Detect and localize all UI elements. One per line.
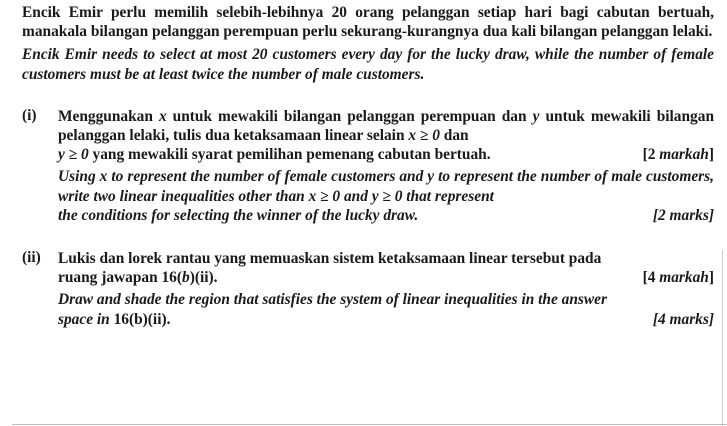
part-i-malay-l2-a: mewakili bilangan pelanggan lelaki, tulis dua ketaksamaan linear selain (58, 107, 715, 145)
part-i-malay-l1-b: untuk mewakili bilangan pelanggan perempuan dan (172, 107, 527, 125)
part-i-malay-text (58, 107, 714, 145)
intro-malay: Encik Emir perlu memilih selebih-lebihnya 20 orang pelanggan setiap hari bagi cabutan bertuah, manakala bilangan pelanggan perempuan perlu sekurang-kurangnya dua kali bilangan pelanggan lelaki. (22, 4, 714, 41)
part-ii-english-last-line (58, 310, 714, 329)
part-ii-english-l1: Draw and shade the region that satisfies the system of linear inequalities in the answer (58, 291, 607, 309)
part-i-malay-l3-text: yang mewakili syarat pemilihan pemenang cabutan bertuah. (92, 146, 491, 164)
part-ii-malay-l2: ruang jawapan 16(b)(ii). (58, 269, 218, 287)
part-ii (22, 249, 714, 329)
part-ii-english-l2: space in 16(b)(ii). (58, 310, 171, 328)
part-ii-english-mark: [4 marks] (652, 310, 714, 328)
part-ii-malay-last-line (58, 268, 714, 287)
page-edge-bottom (12, 424, 727, 425)
part-i-malay-ineq-x: x ≥ 0 (408, 127, 440, 145)
part-i-malay-l1-c: untuk (545, 107, 585, 125)
question-content (22, 3, 714, 329)
part-ii-number: (ii) (22, 249, 41, 267)
part-i-english-l3: the conditions for selecting the winner of the lucky draw. (58, 206, 419, 224)
part-ii-malay-l1: Lukis dan lorek rantau yang memuaskan sistem ketaksamaan linear tersebut pada (58, 250, 602, 268)
part-i-english-text (58, 167, 714, 205)
part-i-malay-last-line (58, 145, 714, 164)
part-i-english-mark: [2 marks] (652, 206, 714, 224)
part-i-malay-mark: [2 markah] (642, 146, 714, 164)
part-i-malay-l1-a: Menggunakan (58, 107, 153, 125)
part-i-number: (i) (22, 106, 37, 124)
part-i-english-l1: Using x to represent the number of female customers and y to represent the number of (58, 168, 608, 186)
part-i-malay-ineq-y: y ≥ 0 (58, 146, 89, 164)
part-i-english-l2: male customers, write two linear inequalities other than x ≥ 0 and y ≥ 0 that represent (58, 168, 714, 205)
part-ii-malay-mark: [4 markah] (642, 269, 714, 287)
part-i-malay-l2-b: dan (443, 127, 469, 145)
part-i-english-last-line (58, 206, 714, 225)
page-edge-right (722, 250, 723, 426)
part-i-var-x: x (158, 107, 167, 125)
part-i (22, 107, 714, 225)
intro-english: Encik Emir needs to select at most 20 customers every day for the lucky draw, while the number of female customers must be at least twice the number of male customers. (22, 46, 714, 83)
part-i-var-y: y (532, 107, 540, 125)
